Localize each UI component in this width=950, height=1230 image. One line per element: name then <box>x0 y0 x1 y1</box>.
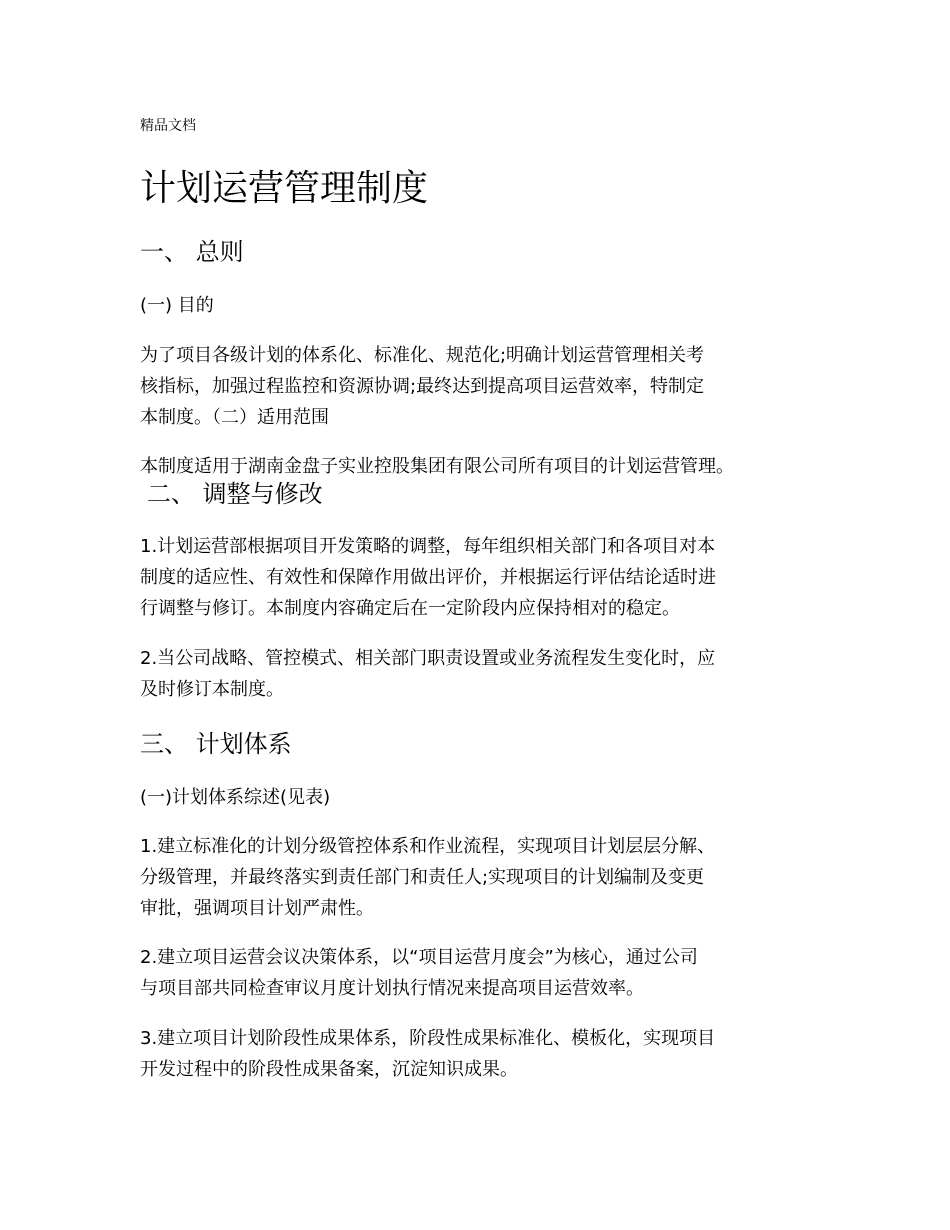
paragraph-adjustment-1 <box>140 531 716 624</box>
text-line: 2.当公司战略、管控模式、相关部门职责设置或业务流程发生变化时，应 <box>140 648 716 669</box>
subheading-plan-overview: (一)计划体系综述(见表) <box>140 787 331 808</box>
text-line: 审批，强调项目计划严肃性。 <box>140 898 374 919</box>
text-line: 与项目部共同检查审议月度计划执行情况来提高项目运营效率。 <box>140 978 644 999</box>
paragraph-purpose <box>140 340 704 433</box>
text-line: 分级管理，并最终落实到责任部门和责任人;实现项目的计划编制及变更 <box>140 867 705 888</box>
text-line: 本制度适用于湖南金盘子实业控股集团有限公司所有项目的计划运营管理。 <box>140 456 734 477</box>
text-line: 3.建立项目计划阶段性成果体系，阶段性成果标准化、模板化，实现项目 <box>140 1028 716 1049</box>
paragraph-plan-2 <box>140 942 698 1004</box>
paragraph-plan-1 <box>140 831 715 924</box>
text-line: 及时修订本制度。 <box>140 679 284 700</box>
paragraph-adjustment-2 <box>140 643 715 705</box>
text-line: 开发过程中的阶段性成果备案，沉淀知识成果。 <box>140 1059 518 1080</box>
document-title: 计划运营管理制度 <box>140 168 429 209</box>
text-line: 制度的适应性、有效性和保障作用做出评价，并根据运行评估结论适时进 <box>140 567 716 588</box>
paragraph-plan-3 <box>140 1023 715 1085</box>
text-line: 1.建立标准化的计划分级管控体系和作业流程，实现项目计划层层分解、 <box>140 836 716 857</box>
text-line: 2.建立项目运营会议决策体系，以“项目运营月度会”为核心，通过公司 <box>140 947 698 968</box>
text-line: 行调整与修订。本制度内容确定后在一定阶段内应保持相对的稳定。 <box>140 598 680 619</box>
text-line: 为了项目各级计划的体系化、标准化、规范化;明确计划运营管理相关考 <box>140 345 705 366</box>
subheading-purpose: (一) 目的 <box>140 295 214 316</box>
text-line: 核指标，加强过程监控和资源协调;最终达到提高项目运营效率，特制定 <box>140 376 705 397</box>
section-heading-general: 一、 总则 <box>140 238 244 266</box>
section-heading-plan-system: 三、 计划体系 <box>140 730 292 758</box>
header-label: 精品文档 <box>140 118 196 134</box>
section-heading-adjustment: 二、 调整与修改 <box>147 480 323 508</box>
text-line: 本制度。（二）适用范围 <box>140 407 329 428</box>
text-line: 1.计划运营部根据项目开发策略的调整，每年组织相关部门和各项目对本 <box>140 536 716 557</box>
